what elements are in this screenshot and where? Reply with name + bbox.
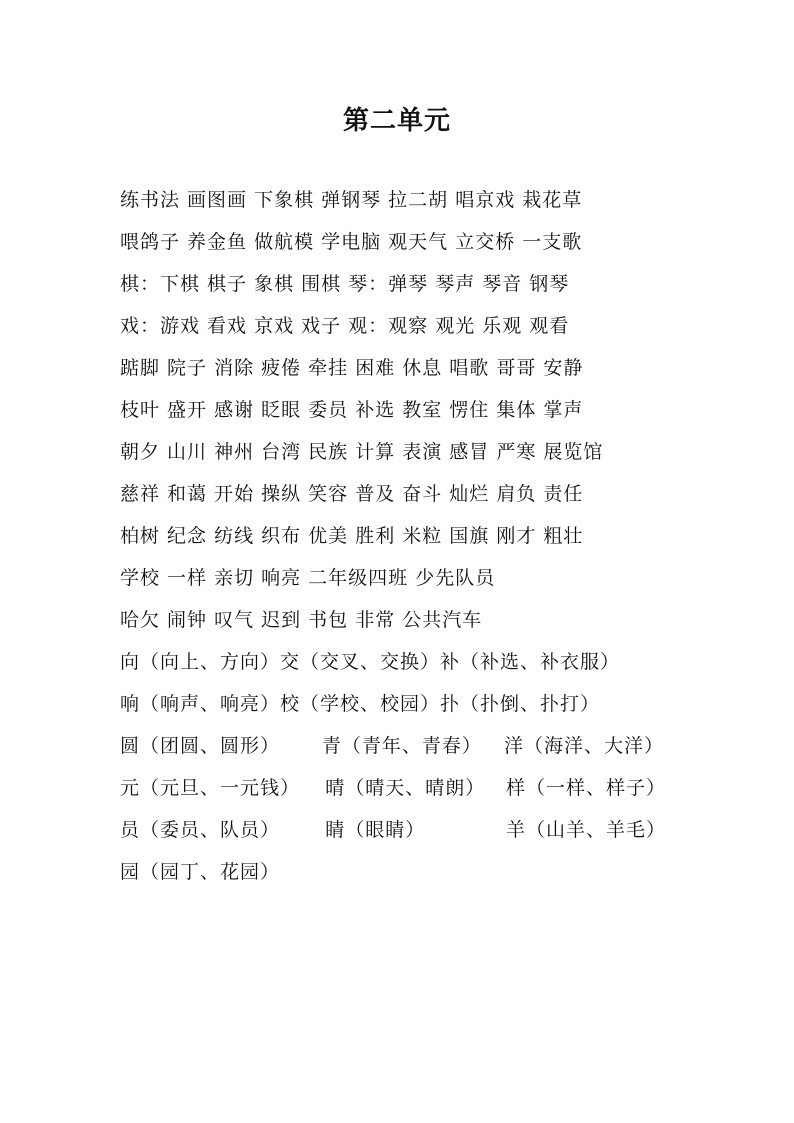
vocab-line: 踮脚 院子 消除 疲倦 牵挂 困难 休息 唱歌 哥哥 安静: [120, 357, 584, 379]
word-group: 睛（眼睛）: [325, 819, 426, 841]
word-group: 羊（山羊、羊毛）: [505, 819, 666, 841]
word-group-line: 向（向上、方向）交（交叉、交换）补（补选、补衣服）: [120, 651, 621, 673]
vocab-line: 学校 一样 亲切 响亮 二年级四班 少先队员: [120, 567, 496, 589]
word-group: 元（元旦、一元钱）: [120, 777, 301, 799]
vocab-line: 戏：游戏 看戏 京戏 戏子 观：观察 观光 乐观 观看: [120, 315, 570, 337]
word-group: [504, 858, 760, 900]
word-group: 圆（团圆、圆形）: [120, 735, 281, 757]
vocab-line: 棋：下棋 棋子 象棋 围棋 琴：弹琴 琴声 琴音 钢琴: [120, 273, 570, 295]
word-group: 青（青年、青春）: [321, 735, 482, 757]
word-group: 洋（海洋、大洋）: [504, 735, 665, 757]
word-group-line: 响（响声、响亮）校（学校、校园）扑（扑倒、扑打）: [120, 693, 601, 715]
vocab-line: 喂鸽子 养金鱼 做航模 学电脑 观天气 立交桥 一支歌: [120, 231, 583, 253]
word-group: 样（一样、样子）: [505, 777, 666, 799]
word-group-row: [120, 732, 760, 774]
vocab-line: 哈欠 闹钟 叹气 迟到 书包 非常 公共汽车: [120, 609, 483, 631]
word-group-row: [120, 858, 760, 900]
word-group: 园（园丁、花园）: [120, 861, 281, 883]
word-group: 晴（晴天、晴朗）: [325, 777, 486, 799]
word-group-row: [120, 816, 760, 858]
word-group-row: [120, 774, 760, 816]
vocabulary-list: [120, 186, 760, 900]
page-title: 第二单元: [342, 106, 451, 136]
vocab-line: 练书法 画图画 下象棋 弹钢琴 拉二胡 唱京戏 栽花草: [120, 189, 583, 211]
word-group: [322, 858, 504, 900]
word-group: 员（委员、队员）: [120, 819, 281, 841]
vocab-line: 柏树 纪念 纺线 织布 优美 胜利 米粒 国旗 刚才 粗壮: [120, 525, 584, 547]
vocab-line: 朝夕 山川 神州 台湾 民族 计算 表演 感冒 严寒 展览馆: [120, 441, 604, 463]
vocab-line: 枝叶 盛开 感谢 眨眼 委员 补选 教室 愣住 集体 掌声: [120, 399, 584, 421]
vocab-line: 慈祥 和蔼 开始 操纵 笑容 普及 奋斗 灿烂 肩负 责任: [120, 483, 584, 505]
